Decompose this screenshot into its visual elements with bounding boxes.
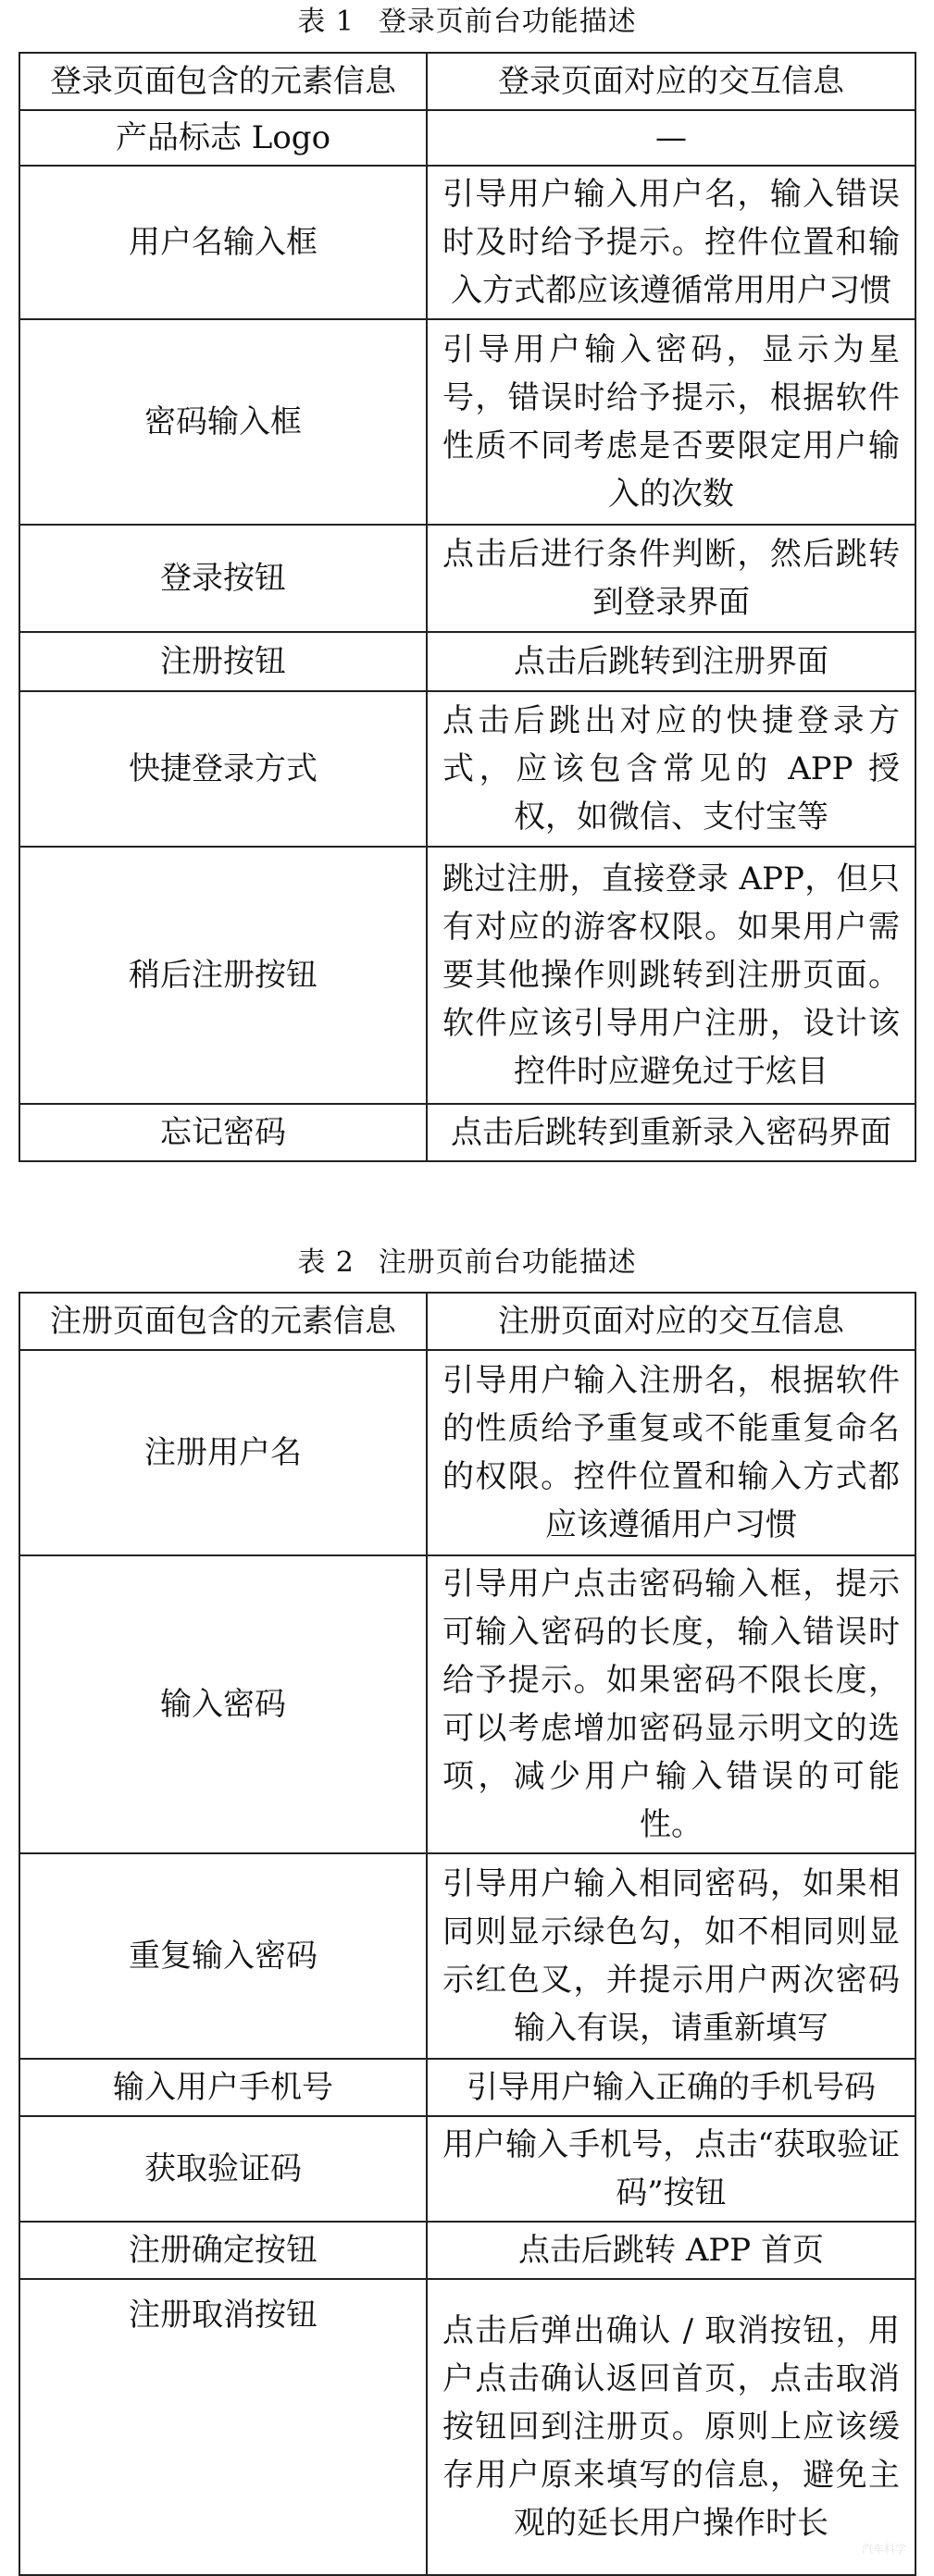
table1-number: 表 1 (297, 6, 355, 38)
row-element: 忘记密码 (19, 1104, 427, 1161)
row-interaction: 点击后跳出对应的快捷登录方式，应该包含常见的 APP 授权，如微信、支付宝等 (427, 691, 915, 847)
row-interaction: 跳过注册，直接登录 APP，但只有对应的游客权限。如果用户需要其他操作则跳转到注册页面。软件应该引导用户注册，设计该控件时应避免过于炫目 (427, 847, 915, 1104)
row-interaction: 引导用户输入相同密码，如果相同则显示绿色勾，如不相同则显示红色叉，并提示用户两次密码输入有误，请重新填写 (427, 1853, 915, 2059)
row-element: 注册按钮 (19, 632, 427, 691)
table1-header-row (19, 53, 915, 110)
row-element: 用户名输入框 (19, 166, 427, 319)
table-row (19, 2059, 915, 2116)
table-row (19, 632, 915, 691)
row-interaction: 引导用户输入密码，显示为星号，错误时给予提示，根据软件性质不同考虑是否要限定用户输入的次数 (427, 319, 915, 525)
table1 (19, 52, 916, 1162)
row-element: 产品标志 Logo (19, 110, 427, 166)
row-element: 注册取消按钮 (19, 2279, 427, 2575)
table-row (19, 1853, 915, 2059)
row-interaction: — (427, 110, 915, 166)
row-interaction: 点击后跳转到重新录入密码界面 (427, 1104, 915, 1161)
table1-caption (0, 4, 934, 41)
table2-header-row (19, 1293, 915, 1350)
table2-caption (0, 1245, 934, 1282)
row-interaction: 引导用户输入正确的手机号码 (427, 2059, 915, 2116)
table-row (19, 2279, 915, 2575)
row-element: 密码输入框 (19, 319, 427, 525)
table1-header-element: 登录页面包含的元素信息 (19, 53, 427, 110)
row-element: 获取验证码 (19, 2116, 427, 2222)
table2-title: 注册页前台功能描述 (378, 1246, 637, 1279)
table-row (19, 1104, 915, 1161)
table-row (19, 319, 915, 525)
row-element: 稍后注册按钮 (19, 847, 427, 1104)
row-interaction: 点击后跳转 APP 首页 (427, 2222, 915, 2279)
row-element: 重复输入密码 (19, 1853, 427, 2059)
row-interaction: 点击后跳转到注册界面 (427, 632, 915, 691)
table1-header-interaction: 登录页面对应的交互信息 (427, 53, 915, 110)
row-interaction: 引导用户输入注册名，根据软件的性质给予重复或不能重复命名的权限。控件位置和输入方式都应该遵循用户习惯 (427, 1350, 915, 1555)
row-element: 注册确定按钮 (19, 2222, 427, 2279)
table-row (19, 525, 915, 632)
table-row (19, 2222, 915, 2279)
table-row (19, 847, 915, 1104)
row-interaction: 引导用户点击密码输入框，提示可输入密码的长度，输入错误时给予提示。如果密码不限长度，可以考虑增加密码显示明文的选项，减少用户输入错误的可能性。 (427, 1555, 915, 1853)
table-row (19, 110, 915, 166)
row-element: 注册用户名 (19, 1350, 427, 1555)
row-interaction: 点击后进行条件判断，然后跳转到登录界面 (427, 525, 915, 632)
table-row (19, 2116, 915, 2222)
row-element: 输入用户手机号 (19, 2059, 427, 2116)
table2-header-interaction: 注册页面对应的交互信息 (427, 1293, 915, 1350)
table2-number: 表 2 (297, 1246, 355, 1279)
row-interaction: 点击后弹出确认 / 取消按钮，用户点击确认返回首页，点击取消按钮回到注册页。原则上应该缓存用户原来填写的信息，避免主观的延长用户操作时长 (427, 2279, 915, 2575)
table-row (19, 1555, 915, 1853)
row-interaction: 引导用户输入用户名，输入错误时及时给予提示。控件位置和输入方式都应该遵循常用用户习惯 (427, 166, 915, 319)
table-row (19, 1350, 915, 1555)
table2 (19, 1292, 916, 2576)
table-row (19, 166, 915, 319)
row-interaction: 用户输入手机号，点击“获取验证码”按钮 (427, 2116, 915, 2222)
row-element: 输入密码 (19, 1555, 427, 1853)
table2-header-element: 注册页面包含的元素信息 (19, 1293, 427, 1350)
table1-title: 登录页前台功能描述 (378, 6, 637, 38)
row-element: 快捷登录方式 (19, 691, 427, 847)
watermark: 汽车科学 (861, 2543, 906, 2556)
row-element: 登录按钮 (19, 525, 427, 632)
table-row (19, 691, 915, 847)
